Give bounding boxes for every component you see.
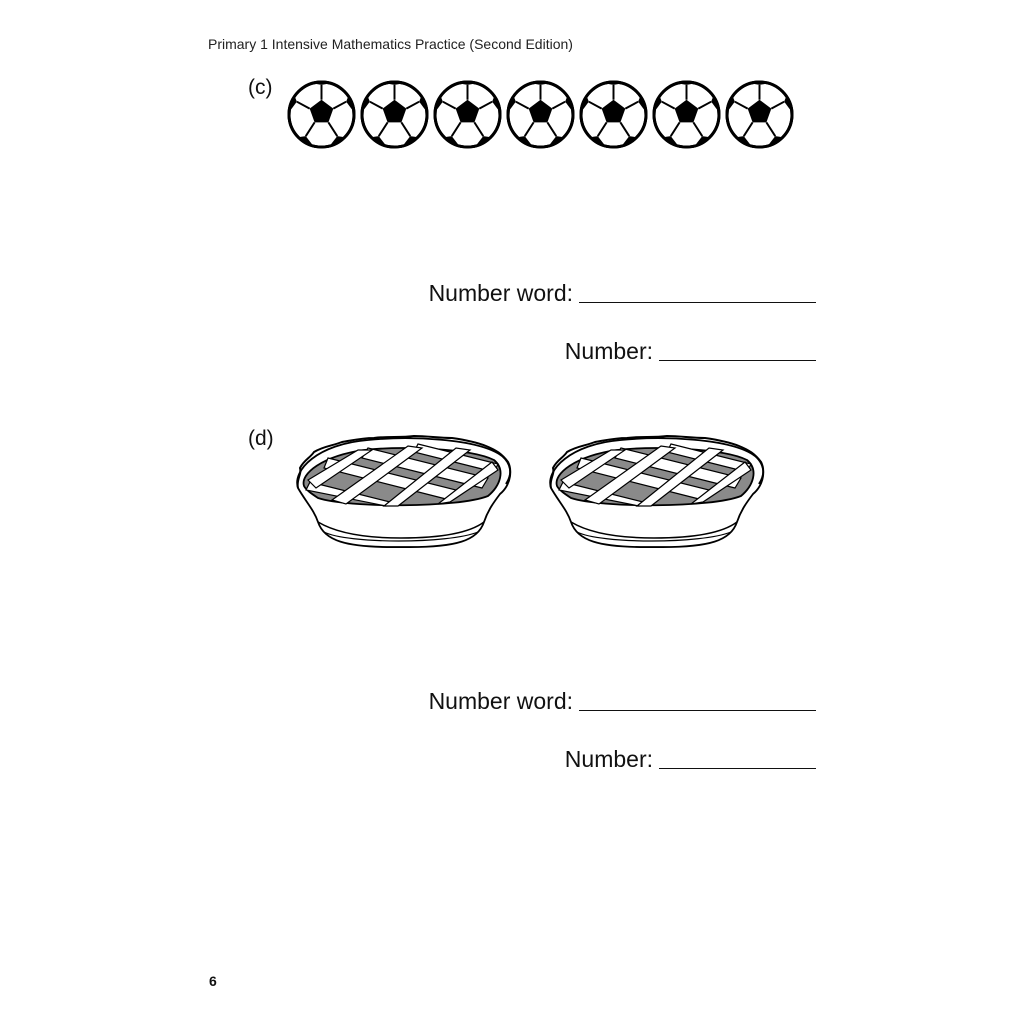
soccer-ball-group — [287, 80, 794, 149]
number-answer-line[interactable] — [659, 359, 816, 361]
soccer-ball-icon — [506, 80, 575, 149]
question-d-label: (d) — [248, 427, 274, 450]
question-c-label: (c) — [248, 76, 273, 99]
number-word-label: Number word: — [428, 280, 573, 306]
soccer-ball-icon — [360, 80, 429, 149]
page-number: 6 — [209, 973, 217, 989]
number-label: Number: — [564, 338, 653, 364]
question-d-number-row — [565, 746, 816, 773]
question-c-number-word-row — [429, 280, 816, 307]
soccer-ball-icon — [725, 80, 794, 149]
soccer-ball-icon — [287, 80, 356, 149]
number-answer-line[interactable] — [659, 767, 816, 769]
soccer-ball-icon — [433, 80, 502, 149]
number-word-label: Number word: — [428, 688, 573, 714]
number-word-answer-line[interactable] — [579, 301, 816, 303]
question-d-number-word-row — [429, 688, 816, 715]
pie-group — [288, 430, 768, 555]
number-word-answer-line[interactable] — [579, 709, 816, 711]
soccer-ball-icon — [579, 80, 648, 149]
lattice-pie-icon — [541, 430, 767, 552]
question-c-number-row — [565, 338, 816, 365]
page-header-title: Primary 1 Intensive Mathematics Practice (Second Edition) — [208, 36, 573, 52]
number-label: Number: — [564, 746, 653, 772]
soccer-ball-icon — [652, 80, 721, 149]
lattice-pie-icon — [288, 430, 514, 552]
